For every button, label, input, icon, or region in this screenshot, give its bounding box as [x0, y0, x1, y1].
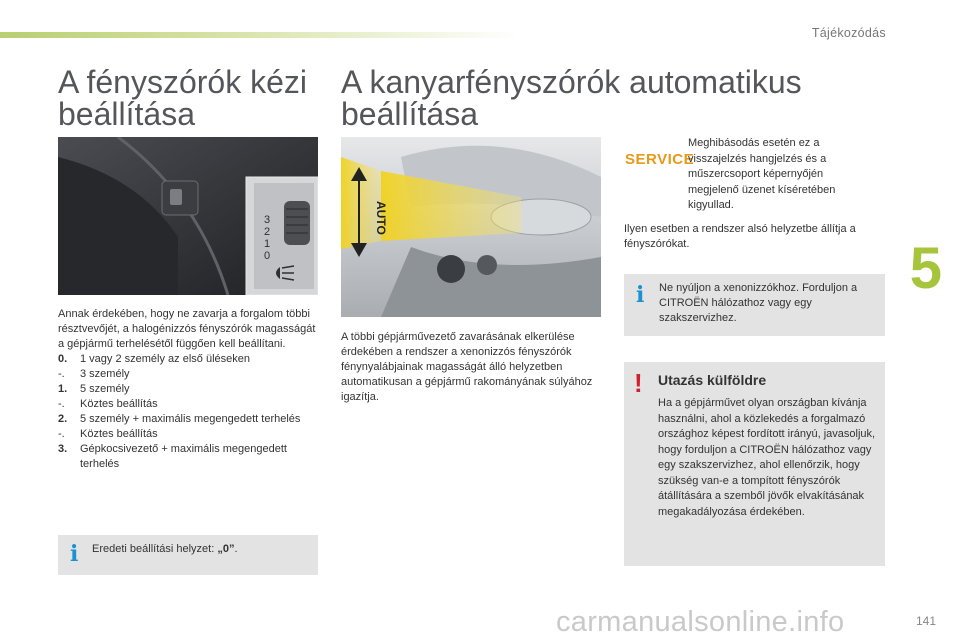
- setting-key: 3.: [58, 443, 68, 455]
- car-headlamp-photo: [341, 137, 601, 317]
- setting-text: 5 személy + maximális megengedett terhelés: [80, 413, 301, 425]
- watermark: carmanualsonline.info: [556, 606, 845, 638]
- section-label: Tájékozódás: [811, 26, 886, 40]
- setting-key: -.: [58, 368, 65, 380]
- dial-label-2: 2: [264, 226, 271, 238]
- dial-label-1: 1: [264, 238, 271, 250]
- headlamp-dial-photo: [58, 137, 318, 295]
- page-number: 141: [915, 614, 936, 628]
- setting-key: -.: [58, 428, 65, 440]
- default-setting-note: [58, 535, 318, 575]
- load-setting-item: [58, 442, 320, 472]
- dial-label-3: 3: [264, 214, 271, 226]
- load-setting-item: [58, 397, 320, 412]
- setting-text: Köztes beállítás: [80, 428, 158, 440]
- auto-adjustment-text: A többi gépjárművezető zavarásának elkerülése érdekében a rendszer a xenonizzós fényszórók fénynyalábjainak magasságát álló helyzetben automatikusan a gépjármű rakományának súlyához igazítja.: [341, 331, 593, 403]
- xenon-info-text: Ne nyúljon a xenonizzókhoz. Forduljon a CITROËN hálózathoz vagy egy szakszervizhez.: [659, 282, 858, 324]
- exclamation-icon: !: [634, 368, 643, 398]
- default-setting-text: Eredeti beállítási helyzet: „0”.: [92, 543, 238, 555]
- warning-text: Ha a gépjárművet olyan országban kívánja használni, ahol a közlekedés a forgalmazó országhoz képest fordított irányú, javasoljuk, hogy forduljon a CITROËN hálózathoz vagy egy szakszervizhez, ahol ellenőrzik, hogy szükség van-e a tompított fényszórók átállítására a szemből jövők elvakításának megakadályozása érdekében.: [658, 397, 876, 518]
- auto-headlamp-title: A kanyarfényszórók automatikus beállítása: [341, 64, 802, 132]
- travel-abroad-warning: [624, 362, 885, 566]
- manual-adjustment-text: [58, 307, 320, 472]
- manual-headlamp-title: A fényszórók kézi beállítása: [58, 64, 307, 132]
- intro-paragraph: Annak érdekében, hogy ne zavarja a forgalom többi résztvevőjét, a halogénizzós fényszórók magasságát a gépjármű terhelésétől függően kell beállítani.: [58, 308, 316, 350]
- setting-key: 2.: [58, 413, 68, 425]
- load-setting-item: [58, 427, 320, 442]
- load-setting-item: [58, 412, 320, 427]
- setting-text: 5 személy: [80, 383, 130, 395]
- header-accent-bar: [0, 32, 520, 38]
- auto-label: AUTO: [374, 201, 388, 235]
- load-setting-item: [58, 367, 320, 382]
- load-setting-item: [58, 352, 320, 367]
- setting-text: 3 személy: [80, 368, 130, 380]
- load-settings-list: [58, 352, 320, 472]
- fallback-text: Ilyen esetben a rendszer alsó helyzetbe állítja a fényszórókat.: [624, 223, 856, 250]
- info-icon: i: [636, 282, 645, 308]
- info-icon: i: [70, 541, 79, 567]
- setting-text: 1 vagy 2 személy az első üléseken: [80, 353, 250, 365]
- warning-title: Utazás külföldre: [658, 372, 767, 388]
- dial-label-0: 0: [264, 250, 271, 262]
- setting-key: 1.: [58, 383, 68, 395]
- setting-key: 0.: [58, 353, 68, 365]
- xenon-info-box: [624, 274, 885, 336]
- setting-text: Gépkocsivezető + maximális megengedett terhelés: [80, 443, 287, 470]
- service-light-text: Meghibásodás esetén ez a visszajelzés hangjelzés és a műszercsoport képernyőjén megjelenő üzenet kíséretében kigyullad.: [688, 137, 836, 211]
- setting-text: Köztes beállítás: [80, 398, 158, 410]
- setting-key: -.: [58, 398, 65, 410]
- load-setting-item: [58, 382, 320, 397]
- service-warning-icon: SERVICE: [625, 151, 695, 168]
- chapter-number: 5: [909, 236, 942, 301]
